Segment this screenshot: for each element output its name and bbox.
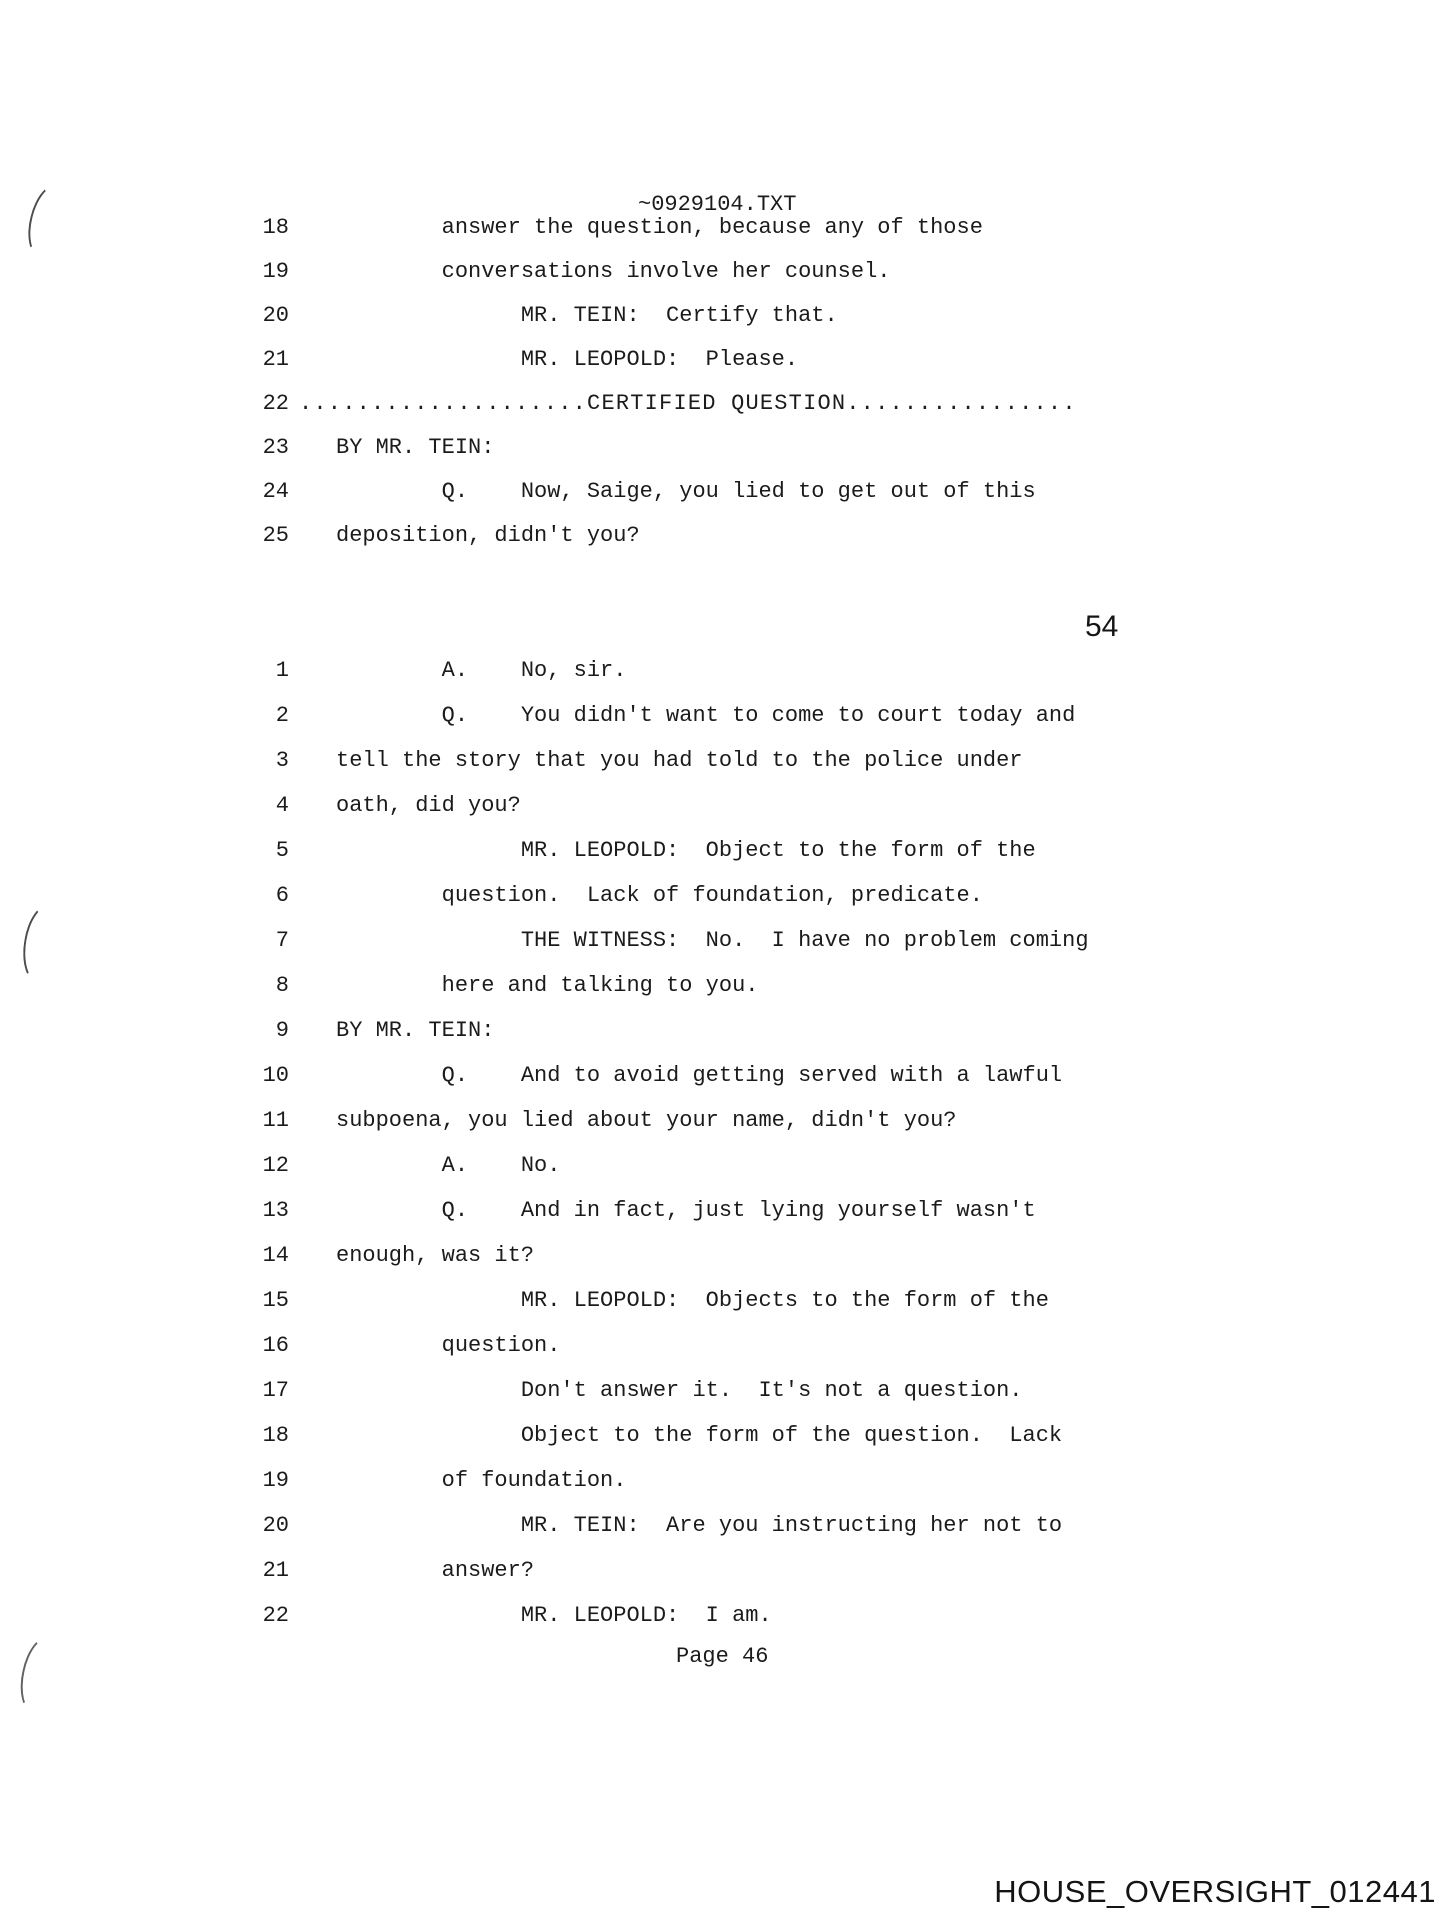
transcript-line	[255, 1458, 1089, 1503]
transcript-line	[255, 294, 1077, 338]
line-number: 24	[262, 479, 289, 504]
line-text: MR. LEOPOLD: Objects to the form of the	[336, 1288, 1049, 1313]
line-number: 22	[262, 391, 289, 416]
line-number: 14	[262, 1243, 289, 1268]
page-footer: Page 46	[676, 1644, 769, 1669]
transcript-block-current-page	[255, 648, 1089, 1638]
transcript-line	[255, 783, 1089, 828]
transcript-line	[255, 1008, 1089, 1053]
line-text: question. Lack of foundation, predicate.	[336, 883, 983, 908]
line-text: THE WITNESS: No. I have no problem coming	[336, 928, 1089, 953]
line-text: MR. LEOPOLD: Please.	[336, 347, 799, 372]
transcript-line	[255, 828, 1089, 873]
line-number: 21	[262, 347, 289, 372]
line-number: 11	[262, 1108, 289, 1133]
line-text: Q. And in fact, just lying yourself wasn't	[336, 1198, 1036, 1223]
hole-punch-mark	[22, 181, 75, 262]
transcript-line	[255, 1098, 1089, 1143]
line-text: MR. LEOPOLD: I am.	[336, 1603, 772, 1628]
line-text: ....................CERTIFIED QUESTION................	[299, 391, 1077, 416]
line-text: here and talking to you.	[336, 973, 759, 998]
line-text: Q. Now, Saige, you lied to get out of this	[336, 479, 1036, 504]
line-number: 15	[262, 1288, 289, 1313]
line-text: tell the story that you had told to the police under	[336, 748, 1023, 773]
transcript-line	[255, 1143, 1089, 1188]
line-number: 18	[262, 215, 289, 240]
line-number: 21	[262, 1558, 289, 1583]
transcript-line	[255, 1053, 1089, 1098]
transcript-line	[255, 963, 1089, 1008]
line-text: subpoena, you lied about your name, didn't you?	[336, 1108, 957, 1133]
line-number: 6	[275, 883, 289, 908]
transcript-line	[255, 1593, 1089, 1638]
line-number: 18	[262, 1423, 289, 1448]
line-text: oath, did you?	[336, 793, 521, 818]
line-number: 3	[275, 748, 289, 773]
line-text: Object to the form of the question. Lack	[336, 1423, 1063, 1448]
transcript-line	[255, 873, 1089, 918]
transcript-line	[255, 1323, 1089, 1368]
line-number: 19	[262, 1468, 289, 1493]
transcript-line	[255, 1368, 1089, 1413]
line-number: 12	[262, 1153, 289, 1178]
line-text: conversations involve her counsel.	[336, 259, 891, 284]
line-text: MR. TEIN: Are you instructing her not to	[336, 1513, 1063, 1538]
line-number: 4	[275, 793, 289, 818]
transcript-line	[255, 514, 1077, 558]
transcript-page-number: 54	[1085, 610, 1119, 643]
transcript-line	[255, 1503, 1089, 1548]
line-number: 5	[275, 838, 289, 863]
transcript-line	[255, 426, 1077, 470]
transcript-line	[255, 648, 1089, 693]
line-number: 16	[262, 1333, 289, 1358]
transcript-line	[255, 1233, 1089, 1278]
line-number: 25	[262, 523, 289, 548]
transcript-line	[255, 693, 1089, 738]
transcript-line	[255, 1413, 1089, 1458]
line-text: Q. You didn't want to come to court today and	[336, 703, 1076, 728]
line-text: MR. LEOPOLD: Object to the form of the	[336, 838, 1036, 863]
transcript-line	[255, 918, 1089, 963]
line-number: 13	[262, 1198, 289, 1223]
line-text: BY MR. TEIN:	[336, 1018, 495, 1043]
line-text: answer the question, because any of those	[336, 215, 983, 240]
line-text: answer?	[336, 1558, 535, 1583]
line-number: 2	[275, 703, 289, 728]
transcript-block-previous-page	[255, 206, 1077, 558]
line-text: of foundation.	[336, 1468, 627, 1493]
line-text: A. No, sir.	[336, 658, 627, 683]
hole-punch-mark	[14, 1633, 67, 1717]
line-number: 7	[275, 928, 289, 953]
line-text: Q. And to avoid getting served with a lawful	[336, 1063, 1063, 1088]
transcript-line	[255, 338, 1077, 382]
line-number: 1	[275, 658, 289, 683]
line-text: BY MR. TEIN:	[336, 435, 495, 460]
transcript-line	[255, 1548, 1089, 1593]
line-text: enough, was it?	[336, 1243, 535, 1268]
transcript-line	[255, 250, 1077, 294]
line-number: 10	[262, 1063, 289, 1088]
line-number: 22	[262, 1603, 289, 1628]
line-number: 19	[262, 259, 289, 284]
transcript-line	[255, 382, 1077, 426]
line-number: 9	[275, 1018, 289, 1043]
line-text: Don't answer it. It's not a question.	[336, 1378, 1023, 1403]
line-number: 8	[275, 973, 289, 998]
line-text: MR. TEIN: Certify that.	[336, 303, 838, 328]
transcript-line	[255, 1188, 1089, 1233]
bates-number: HOUSE_OVERSIGHT_012441	[994, 1874, 1436, 1909]
hole-punch-mark	[18, 901, 70, 986]
transcript-line	[255, 738, 1089, 783]
line-number: 17	[262, 1378, 289, 1403]
line-text: deposition, didn't you?	[336, 523, 640, 548]
transcript-line	[255, 1278, 1089, 1323]
transcript-line	[255, 206, 1077, 250]
line-text: question.	[336, 1333, 561, 1358]
file-header: ~0929104.TXT	[638, 192, 797, 217]
line-text: A. No.	[336, 1153, 561, 1178]
line-number: 23	[262, 435, 289, 460]
line-number: 20	[262, 1513, 289, 1538]
transcript-line	[255, 470, 1077, 514]
line-number: 20	[262, 303, 289, 328]
